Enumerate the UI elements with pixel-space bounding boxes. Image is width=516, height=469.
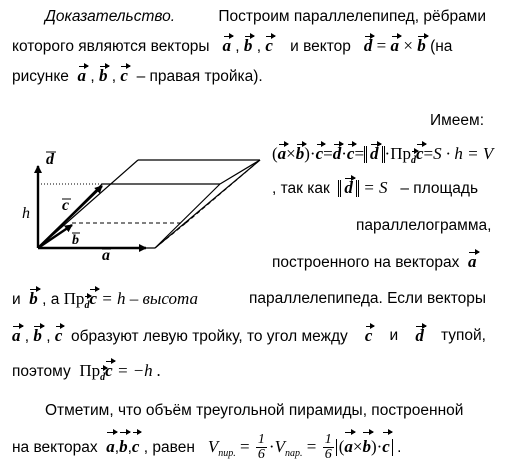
vector-c: c bbox=[105, 361, 113, 380]
line-text: , так как bbox=[272, 180, 330, 197]
projection-label: Пр bbox=[63, 289, 85, 308]
fraction-numerator: 1 bbox=[257, 432, 265, 448]
vector-c: c bbox=[315, 144, 324, 163]
vector-d: d bbox=[363, 36, 373, 55]
line-text: построенного на векторах bbox=[272, 254, 460, 271]
vector-b: b bbox=[362, 432, 371, 462]
line-text: и bbox=[12, 291, 21, 308]
vector-b: b bbox=[98, 66, 108, 85]
vector-b: b bbox=[295, 144, 305, 163]
vector-a: a bbox=[468, 252, 477, 271]
label-d: d bbox=[46, 151, 54, 168]
fraction-numerator: 1 bbox=[324, 432, 332, 448]
volume-symbol: V bbox=[274, 437, 285, 456]
line-text: Отметим, что объём треугольной пирамиды, построенной bbox=[45, 402, 464, 419]
vector-b-arrow bbox=[38, 225, 72, 248]
line-text: тупой, bbox=[440, 327, 486, 344]
line-text: (на bbox=[430, 38, 453, 55]
left-triple-line: a , b , c образуют левую тройку, то угол между c и d тупой, bbox=[12, 326, 486, 345]
vector-a: a bbox=[222, 36, 231, 55]
since-line: , так как d = S – площадь bbox=[272, 178, 479, 197]
imeem-label: Имеем: bbox=[430, 112, 485, 129]
fraction-denominator: 6 bbox=[257, 447, 265, 463]
triple-product-formula: $(a\times b)\cdot c=d\cdot c= d \cdot Пр_dc=S \cdot h = V$ bbox=[272, 144, 493, 171]
label-h: h bbox=[22, 205, 30, 222]
line-text: образуют левую тройку, то угол между bbox=[71, 328, 348, 345]
fraction-denominator: 6 bbox=[324, 447, 332, 463]
parallelepiped-figure bbox=[10, 140, 270, 260]
line-text: , равен bbox=[143, 439, 195, 456]
vector-c: c bbox=[364, 326, 373, 345]
line-text: на векторах bbox=[12, 439, 98, 456]
vector-c: c bbox=[132, 432, 140, 462]
line-text: и bbox=[389, 327, 399, 344]
line-text: рисунке bbox=[12, 68, 69, 85]
vector-d: d bbox=[344, 178, 353, 197]
vector-d: d bbox=[332, 144, 342, 163]
subscript-pyramid: пир. bbox=[218, 448, 236, 460]
line-text: и вектор bbox=[290, 38, 351, 55]
proof-line-3: рисунке a , b , c – правая тройка). bbox=[12, 66, 263, 85]
subscript-parallelepiped: пар. bbox=[284, 448, 303, 460]
vector-c: c bbox=[416, 144, 424, 163]
height-text: = h – высота bbox=[101, 289, 199, 308]
proof-label: Доказательство. bbox=[45, 8, 176, 25]
line-text: поэтому bbox=[12, 363, 71, 380]
vector-a: a bbox=[77, 66, 87, 85]
vector-c: c bbox=[265, 36, 273, 55]
line-text: , а bbox=[42, 291, 60, 308]
vector-c: c bbox=[382, 432, 390, 462]
proof-line-1-text: Построим параллелепипед, рёбрами bbox=[218, 8, 486, 25]
formula-tail: S · h = V bbox=[433, 144, 494, 163]
fraction-one-sixth bbox=[256, 433, 267, 462]
label-a: a bbox=[102, 247, 110, 260]
vector-a: a bbox=[106, 432, 115, 462]
line-text: – правая тройка). bbox=[136, 68, 263, 85]
height-line bbox=[12, 289, 486, 316]
label-c: c bbox=[62, 197, 70, 214]
vector-c: c bbox=[54, 326, 63, 345]
proof-line-1 bbox=[45, 7, 486, 27]
vector-c: c bbox=[89, 289, 97, 308]
vector-d-sub: d bbox=[411, 151, 416, 171]
vector-b: b bbox=[33, 326, 42, 345]
vector-a: a bbox=[277, 144, 287, 163]
vector-d: d bbox=[415, 326, 424, 345]
vector-a: a bbox=[344, 432, 353, 462]
line-text: – площадь bbox=[400, 180, 479, 197]
vector-d-sub: d bbox=[100, 368, 105, 388]
label-b: b bbox=[72, 233, 79, 248]
projection-label: Пр bbox=[79, 361, 101, 380]
pyramid-line-2: на векторах a,b,c , равен $V_{пир.}$ = $\frac{1}{6}$ $\cdot V_{пар.}$ = $\frac{1}{6}$ (a×b)·c . bbox=[12, 432, 402, 463]
vector-d: d bbox=[370, 144, 379, 163]
proof-line-2: которого являются векторы a , b , c и вектор d = a × b (на bbox=[12, 36, 453, 55]
vector-d-sub: d bbox=[84, 296, 89, 316]
built-on-line bbox=[272, 252, 477, 273]
vector-b: b bbox=[417, 36, 426, 55]
vector-b: b bbox=[243, 36, 253, 55]
volume-symbol: V bbox=[207, 437, 219, 456]
vector-c-arrow bbox=[38, 186, 102, 248]
line-text: параллелепипеда. Если векторы bbox=[249, 290, 486, 307]
edge-right-front bbox=[155, 160, 260, 248]
projection-label: Пр bbox=[390, 144, 411, 163]
vector-c: c bbox=[120, 66, 128, 85]
vector-b: b bbox=[29, 289, 38, 308]
edge-front-right bbox=[155, 184, 220, 248]
parallelogram-word: параллелограмма, bbox=[356, 217, 492, 234]
vector-b: b bbox=[119, 432, 128, 462]
therefore-line bbox=[12, 361, 161, 388]
fraction-one-sixth bbox=[323, 433, 334, 462]
pyramid-line-1 bbox=[45, 401, 486, 421]
negative-height-text: = −h . bbox=[116, 361, 162, 380]
edge-top-right bbox=[220, 160, 260, 184]
vector-a: a bbox=[390, 36, 400, 55]
vector-c: c bbox=[346, 144, 355, 163]
line-text: которого являются векторы bbox=[12, 38, 210, 55]
vector-a: a bbox=[12, 326, 21, 345]
